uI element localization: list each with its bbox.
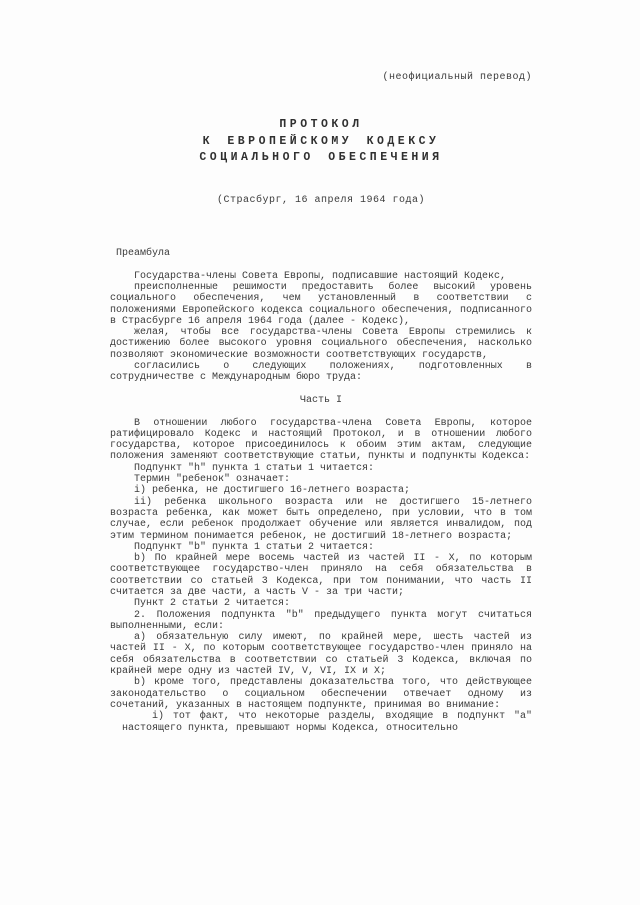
paragraph: Термин "ребенок" означает: bbox=[134, 474, 291, 486]
document-title-line: ПРОТОКОЛ bbox=[279, 118, 363, 132]
list-item: ii) ребенка школьного возраста или не достигшего 15-летнего возраста ребенка, как может быть определено, при условии, что в том случае, если ребенок продолжает обучение или является инвалидом, под этим термином понимается ребенок, не достигший 18-летнего возраста; bbox=[110, 496, 532, 542]
paragraph: желая, чтобы все государства-члены Совета Европы стремились к достижению более высокого уровня социального обеспечения, насколько позволяют экономические возможности соответствующих государств, bbox=[110, 327, 532, 361]
list-item: a) обязательную силу имеют, по крайней мере, шесть частей из частей II - X, по которым соответствующее государство-член приняло на себя обязательства в соответствии со статьей 3 Кодекса, включая по крайней мере одну из частей IV, V, VI, IX и X; bbox=[110, 632, 532, 678]
document-title-line: СОЦИАЛЬНОГО ОБЕСПЕЧЕНИЯ bbox=[199, 151, 443, 165]
document-title bbox=[110, 117, 532, 167]
document-body bbox=[110, 271, 532, 734]
paragraph: 2. Положения подпункта "b" предыдущего пункта могут считаться выполненными, если: bbox=[110, 609, 532, 632]
list-item: i) тот факт, что некоторые разделы, входящие в подпункт "a" настоящего пункта, превышают нормы Кодекса, относительно bbox=[122, 711, 532, 734]
paragraph: В отношении любого государства-члена Совета Европы, которое ратифицировало Кодекс и настоящий Протокол, и в отношении любого государства, которое присоединилось к обоим этим актам, следующие положения заменяют соответствующие статьи, пункты и подпункты Кодекса: bbox=[110, 417, 532, 463]
paragraph: Подпункт "h" пункта 1 статьи 1 читается: bbox=[134, 462, 375, 474]
document-subtitle: (Страсбург, 16 апреля 1964 года) bbox=[216, 194, 426, 206]
preamble-heading: Преамбула bbox=[116, 248, 171, 260]
paragraph: преисполненные решимости предоставить более высокий уровень социального обеспечения, чем установленный в соответствии с положениями Европейского кодекса социального обеспечения, подписанного в Страсбурге 16 апреля 1964 года (далее - Кодекс), bbox=[110, 281, 532, 327]
list-item: b) По крайней мере восемь частей из частей II - X, по которым соответствующее государство-член приняло на себя обязательства в соответствии со статьей 3 Кодекса, при том понимании, что часть II считается за две части, а часть V - за три части; bbox=[110, 553, 532, 598]
document-title-line: К ЕВРОПЕЙСКОМУ КОДЕКСУ bbox=[202, 134, 440, 148]
paragraph: Подпункт "b" пункта 1 статьи 2 читается: bbox=[134, 541, 375, 553]
paragraph: согласились о следующих положениях, подготовленных в сотрудничестве с Международным бюро труда: bbox=[110, 361, 532, 384]
list-item: b) кроме того, представлены доказательства того, что действующее законодательство о социальном обеспечении отвечает одному из сочетаний, указанных в настоящем подпункте, принимая во внимание: bbox=[110, 677, 532, 711]
document-content bbox=[110, 72, 532, 734]
part-heading: Часть I bbox=[299, 394, 342, 406]
paragraph: Государства-члены Совета Европы, подписавшие настоящий Кодекс, bbox=[134, 270, 507, 282]
paragraph: Пункт 2 статьи 2 читается: bbox=[134, 598, 291, 610]
list-item: i) ребенка, не достигшего 16-летнего возраста; bbox=[134, 485, 411, 497]
translation-note: (неофициальный перевод) bbox=[382, 72, 532, 83]
